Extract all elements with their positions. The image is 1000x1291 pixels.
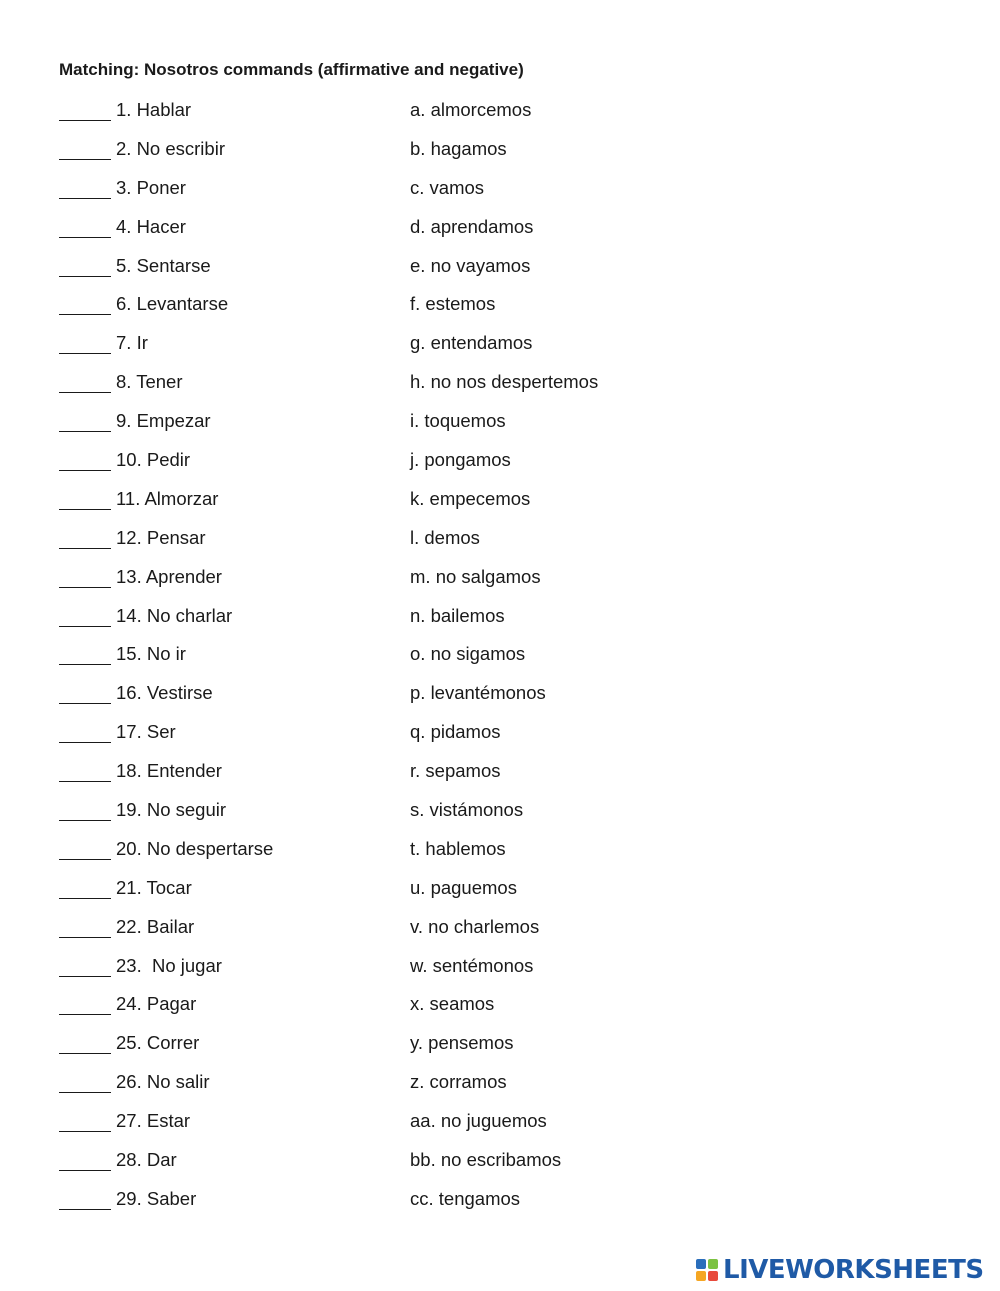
- prompt-verb: 18. Entender: [116, 760, 222, 782]
- matching-row: [59, 759, 959, 798]
- matching-row: [59, 1187, 959, 1226]
- answer-option: d. aprendamos: [410, 215, 534, 237]
- matching-row: [59, 992, 959, 1031]
- matching-row: [59, 526, 959, 565]
- prompt-verb: 13. Aprender: [116, 565, 222, 587]
- matching-row: [59, 837, 959, 876]
- answer-blank[interactable]: [59, 798, 111, 821]
- answer-option: k. empecemos: [410, 487, 531, 509]
- answer-option: m. no salgamos: [410, 565, 541, 587]
- matching-row: [59, 448, 959, 487]
- answer-option: p. levantémonos: [410, 682, 546, 704]
- answer-blank[interactable]: [59, 604, 111, 627]
- answer-blank[interactable]: [59, 642, 111, 665]
- answer-option: q. pidamos: [410, 721, 501, 743]
- matching-row: [59, 176, 959, 215]
- answer-blank[interactable]: [59, 1109, 111, 1132]
- answer-option: aa. no juguemos: [410, 1110, 547, 1132]
- answer-blank[interactable]: [59, 98, 111, 121]
- prompt-verb: 9. Empezar: [116, 410, 211, 432]
- answer-option: l. demos: [410, 526, 480, 548]
- matching-row: [59, 215, 959, 254]
- answer-blank[interactable]: [59, 292, 111, 315]
- answer-blank[interactable]: [59, 370, 111, 393]
- answer-blank[interactable]: [59, 992, 111, 1015]
- prompt-verb: 19. No seguir: [116, 799, 227, 821]
- answer-blank[interactable]: [59, 526, 111, 549]
- answer-blank[interactable]: [59, 487, 111, 510]
- answer-option: b. hagamos: [410, 137, 507, 159]
- answer-blank[interactable]: [59, 954, 111, 977]
- answer-blank[interactable]: [59, 837, 111, 860]
- logo-text: [723, 1255, 984, 1285]
- answer-option: i. toquemos: [410, 410, 506, 432]
- matching-row: [59, 915, 959, 954]
- prompt-verb: 5. Sentarse: [116, 254, 211, 276]
- prompt-verb: 16. Vestirse: [116, 682, 213, 704]
- answer-option: n. bailemos: [410, 604, 505, 626]
- prompt-verb: 24. Pagar: [116, 993, 197, 1015]
- prompt-verb: 22. Bailar: [116, 915, 195, 937]
- answer-blank[interactable]: [59, 1148, 111, 1171]
- answer-blank[interactable]: [59, 1187, 111, 1210]
- answer-blank[interactable]: [59, 720, 111, 743]
- logo-text-live: LIVE: [723, 1255, 786, 1285]
- matching-row: [59, 409, 959, 448]
- answer-blank[interactable]: [59, 254, 111, 277]
- prompt-verb: 8. Tener: [116, 371, 183, 393]
- matching-row: [59, 98, 959, 137]
- matching-row: [59, 954, 959, 993]
- answer-blank[interactable]: [59, 409, 111, 432]
- prompt-verb: 10. Pedir: [116, 449, 191, 471]
- answer-blank[interactable]: [59, 176, 111, 199]
- answer-blank[interactable]: [59, 915, 111, 938]
- answer-blank[interactable]: [59, 448, 111, 471]
- prompt-verb: 1. Hablar: [116, 99, 192, 120]
- prompt-verb: 20. No despertarse: [116, 837, 274, 859]
- matching-row: [59, 565, 959, 604]
- answer-option: f. estemos: [410, 293, 496, 315]
- answer-option: e. no vayamos: [410, 254, 531, 276]
- answer-blank[interactable]: [59, 565, 111, 588]
- prompt-verb: 7. Ir: [116, 332, 148, 354]
- prompt-verb: 2. No escribir: [116, 137, 225, 159]
- prompt-verb: 26. No salir: [116, 1071, 210, 1093]
- answer-option: v. no charlemos: [410, 915, 540, 937]
- answer-option: s. vistámonos: [410, 799, 524, 821]
- matching-list: [59, 98, 959, 1226]
- logo-mark-icon: [696, 1259, 718, 1281]
- prompt-verb: 4. Hacer: [116, 215, 186, 237]
- answer-blank[interactable]: [59, 876, 111, 899]
- prompt-verb: 29. Saber: [116, 1187, 197, 1209]
- answer-option: bb. no escribamos: [410, 1149, 562, 1171]
- answer-option: j. pongamos: [410, 449, 511, 471]
- matching-row: [59, 642, 959, 681]
- answer-option: g. entendamos: [410, 332, 533, 354]
- prompt-verb: 15. No ir: [116, 643, 186, 665]
- matching-row: [59, 720, 959, 759]
- matching-row: [59, 681, 959, 720]
- answer-option: u. paguemos: [410, 876, 517, 898]
- matching-row: [59, 254, 959, 293]
- matching-row: [59, 487, 959, 526]
- prompt-verb: 28. Dar: [116, 1149, 177, 1171]
- answer-option: t. hablemos: [410, 837, 506, 859]
- answer-option: w. sentémonos: [410, 954, 534, 976]
- liveworksheets-logo: [696, 1255, 984, 1285]
- answer-blank[interactable]: [59, 1070, 111, 1093]
- matching-row: [59, 876, 959, 915]
- answer-blank[interactable]: [59, 137, 111, 160]
- answer-option: r. sepamos: [410, 760, 501, 782]
- prompt-verb: 27. Estar: [116, 1110, 191, 1132]
- matching-row: [59, 292, 959, 331]
- answer-blank[interactable]: [59, 1031, 111, 1054]
- answer-option: x. seamos: [410, 993, 495, 1015]
- prompt-verb: 23. No jugar: [116, 954, 222, 976]
- matching-row: [59, 1031, 959, 1070]
- answer-blank[interactable]: [59, 215, 111, 238]
- answer-blank[interactable]: [59, 681, 111, 704]
- prompt-verb: 3. Poner: [116, 176, 186, 198]
- matching-row: [59, 604, 959, 643]
- matching-row: [59, 331, 959, 370]
- prompt-verb: 6. Levantarse: [116, 293, 229, 315]
- prompt-verb: 11. Almorzar: [116, 487, 219, 509]
- answer-blank[interactable]: [59, 759, 111, 782]
- matching-row: [59, 1070, 959, 1109]
- answer-blank[interactable]: [59, 331, 111, 354]
- prompt-verb: 17. Ser: [116, 721, 176, 743]
- worksheet-title: Matching: Nosotros commands (affirmative and negative): [59, 60, 524, 79]
- answer-option: z. corramos: [410, 1071, 507, 1093]
- answer-option: o. no sigamos: [410, 643, 526, 665]
- matching-row: [59, 798, 959, 837]
- answer-option: a. almorcemos: [410, 99, 532, 120]
- matching-row: [59, 1109, 959, 1148]
- answer-option: cc. tengamos: [410, 1187, 521, 1209]
- prompt-verb: 25. Correr: [116, 1032, 200, 1054]
- matching-row: [59, 137, 959, 176]
- prompt-verb: 12. Pensar: [116, 526, 206, 548]
- prompt-verb: 14. No charlar: [116, 604, 233, 626]
- logo-text-worksheets: WORKSHEETS: [785, 1255, 984, 1285]
- prompt-verb: 21. Tocar: [116, 876, 192, 898]
- matching-row: [59, 1148, 959, 1187]
- answer-option: c. vamos: [410, 176, 485, 198]
- matching-row: [59, 370, 959, 409]
- answer-option: h. no nos despertemos: [410, 371, 599, 393]
- answer-option: y. pensemos: [410, 1032, 514, 1054]
